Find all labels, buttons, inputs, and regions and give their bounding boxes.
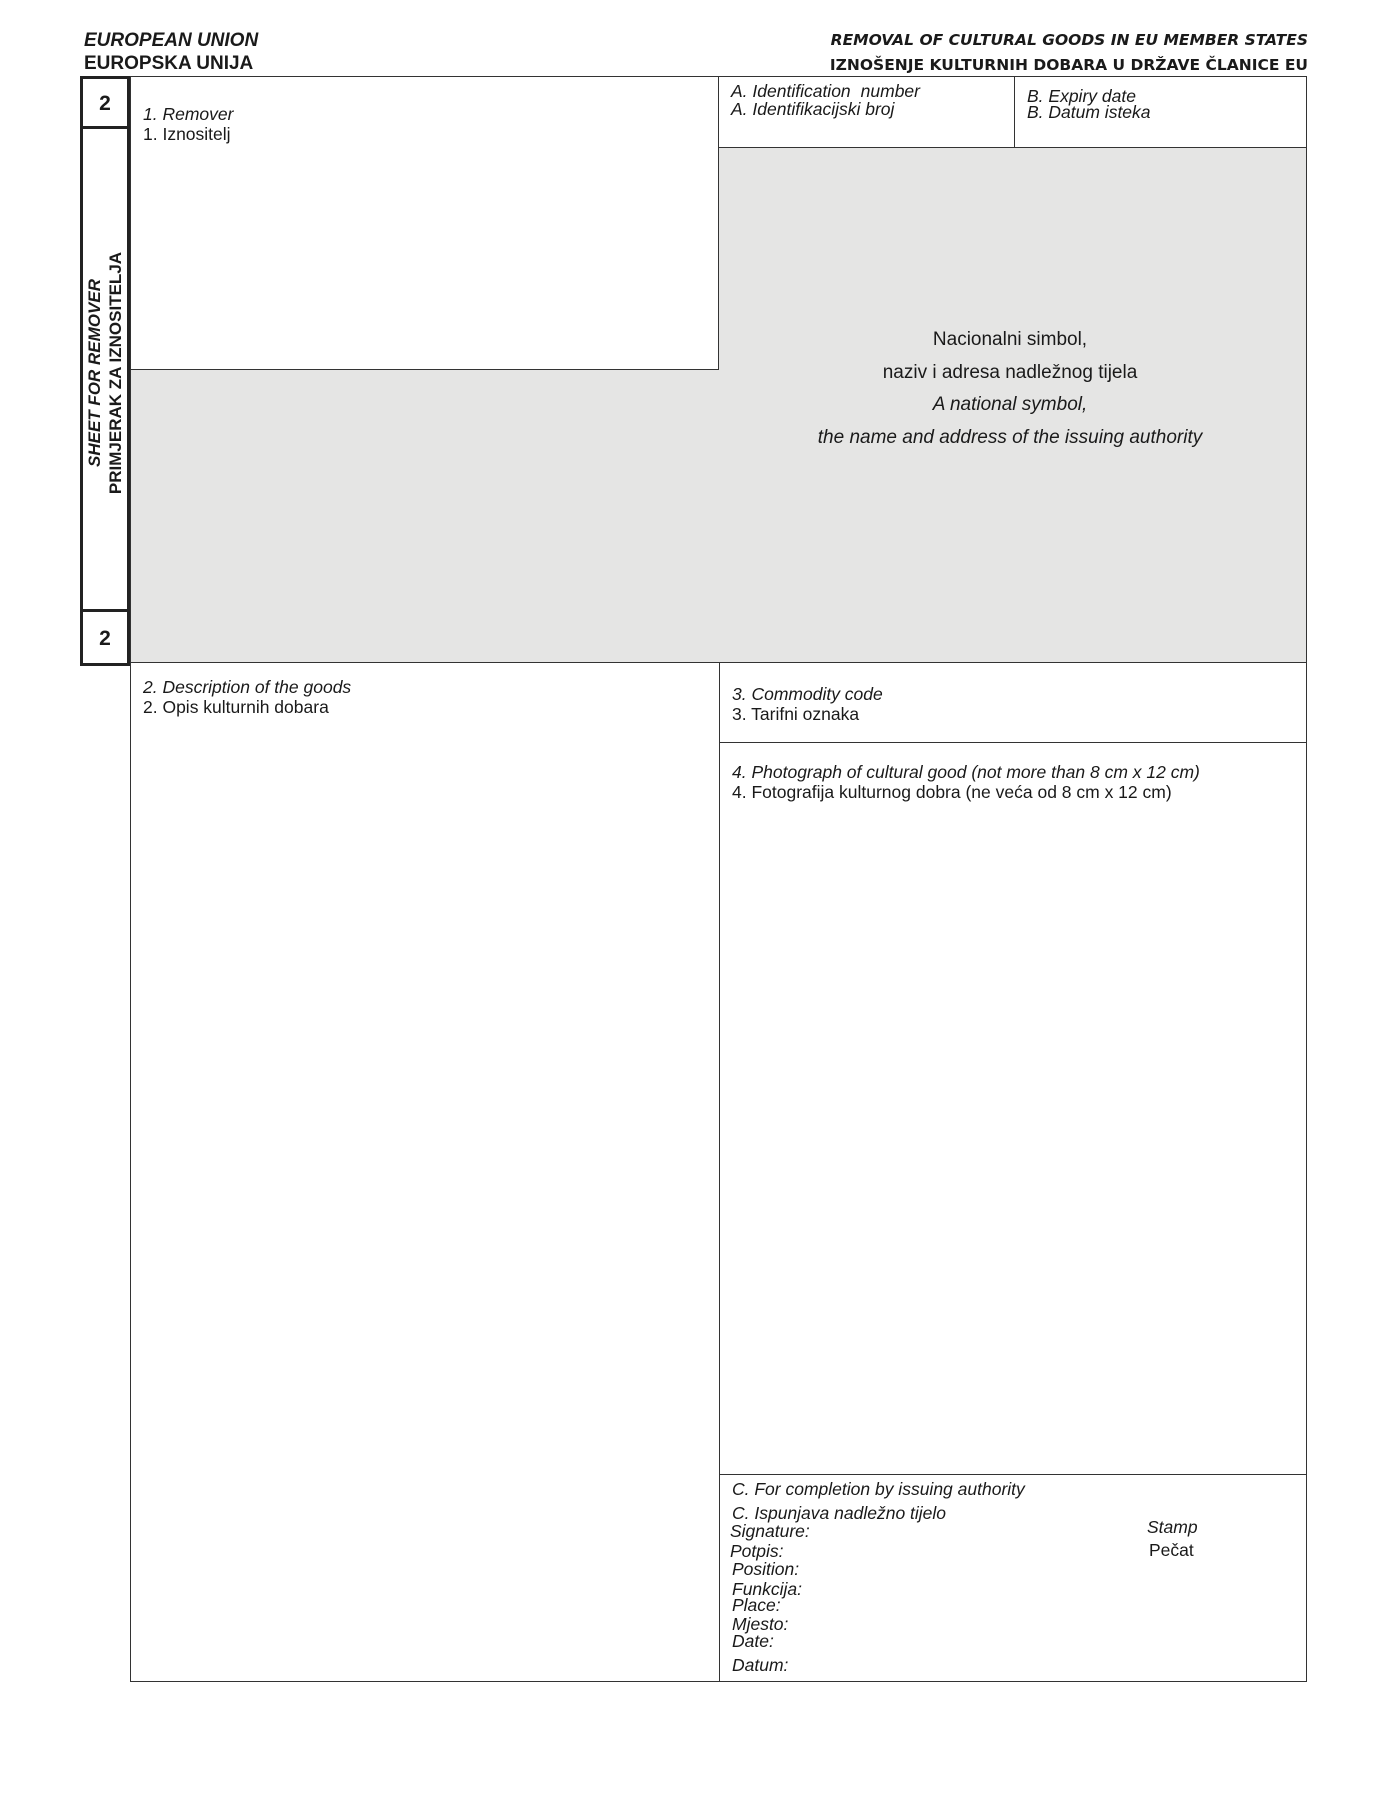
place-label-en: Place: bbox=[732, 1595, 781, 1615]
date-label-en: Date: bbox=[732, 1631, 774, 1651]
authority-line-4: the name and address of the issuing authority bbox=[817, 426, 1203, 448]
side-tab-number-bottom: 2 bbox=[83, 609, 127, 663]
identification-box[interactable] bbox=[718, 76, 1015, 148]
expiry-label-hr: B. Datum isteka bbox=[1027, 102, 1151, 122]
signature-label-hr: Potpis: bbox=[730, 1541, 784, 1561]
position-label-en: Position: bbox=[732, 1559, 800, 1579]
signature-label-en: Signature: bbox=[730, 1521, 810, 1541]
remover-box[interactable] bbox=[130, 76, 719, 370]
description-box[interactable] bbox=[130, 662, 720, 1682]
position-label-hr: Funkcija: bbox=[732, 1579, 803, 1599]
authority-text bbox=[720, 324, 1300, 454]
header-eu-en: EUROPEAN UNION bbox=[84, 30, 259, 51]
place-label-hr: Mjesto: bbox=[732, 1614, 789, 1634]
commodity-label-en: 3. Commodity code bbox=[732, 684, 883, 704]
date-label-hr: Datum: bbox=[732, 1655, 789, 1675]
stamp-label-hr: Pečat bbox=[1149, 1540, 1194, 1560]
stamp-label-en: Stamp bbox=[1147, 1517, 1198, 1537]
completion-label-en: C. For completion by issuing authority bbox=[732, 1479, 1025, 1499]
authority-line-1: Nacionalni simbol, bbox=[932, 329, 1088, 350]
identification-label-en-tail: number bbox=[860, 81, 920, 101]
expiry-label-en: B. Expiry date bbox=[1027, 86, 1136, 106]
identification-label-en: A. Identification number bbox=[731, 81, 920, 101]
header-title-en: REMOVAL OF CULTURAL GOODS IN EU MEMBER STATES bbox=[830, 31, 1308, 49]
description-label-hr: 2. Opis kulturnih dobara bbox=[143, 697, 329, 717]
commodity-box[interactable] bbox=[719, 662, 1307, 743]
side-tab bbox=[80, 76, 130, 666]
remover-label-hr: 1. Iznositelj bbox=[143, 124, 231, 144]
photo-box[interactable] bbox=[719, 742, 1307, 1475]
completion-box[interactable] bbox=[719, 1474, 1307, 1682]
authority-line-3: A national symbol, bbox=[932, 394, 1088, 415]
commodity-label-hr: 3. Tarifni oznaka bbox=[732, 704, 860, 724]
photo-label-en: 4. Photograph of cultural good (not more than 8 cm x 12 cm) bbox=[732, 762, 1200, 782]
authority-line-2: naziv i adresa nadležnog tijela bbox=[882, 361, 1138, 383]
expiry-box[interactable] bbox=[1014, 76, 1307, 148]
side-tab-label-hr: PRIMJERAK ZA IZNOSITELJA bbox=[106, 251, 125, 495]
remover-label-en: 1. Remover bbox=[143, 104, 234, 124]
identification-label-hr: A. Identifikacijski broj bbox=[731, 99, 895, 119]
completion-label-hr: C. Ispunjava nadležno tijelo bbox=[732, 1503, 947, 1523]
header-eu-hr: EUROPSKA UNIJA bbox=[84, 53, 254, 74]
side-tab-number-top: 2 bbox=[83, 79, 127, 129]
description-label-en: 2. Description of the goods bbox=[143, 677, 352, 697]
side-tab-label-en: SHEET FOR REMOVER bbox=[85, 279, 104, 467]
header-title-hr: IZNOŠENJE KULTURNIH DOBARA U DRŽAVE ČLANICE EU bbox=[829, 56, 1308, 74]
photo-label-hr: 4. Fotografija kulturnog dobra (ne veća od 8 cm x 12 cm) bbox=[732, 782, 1172, 802]
